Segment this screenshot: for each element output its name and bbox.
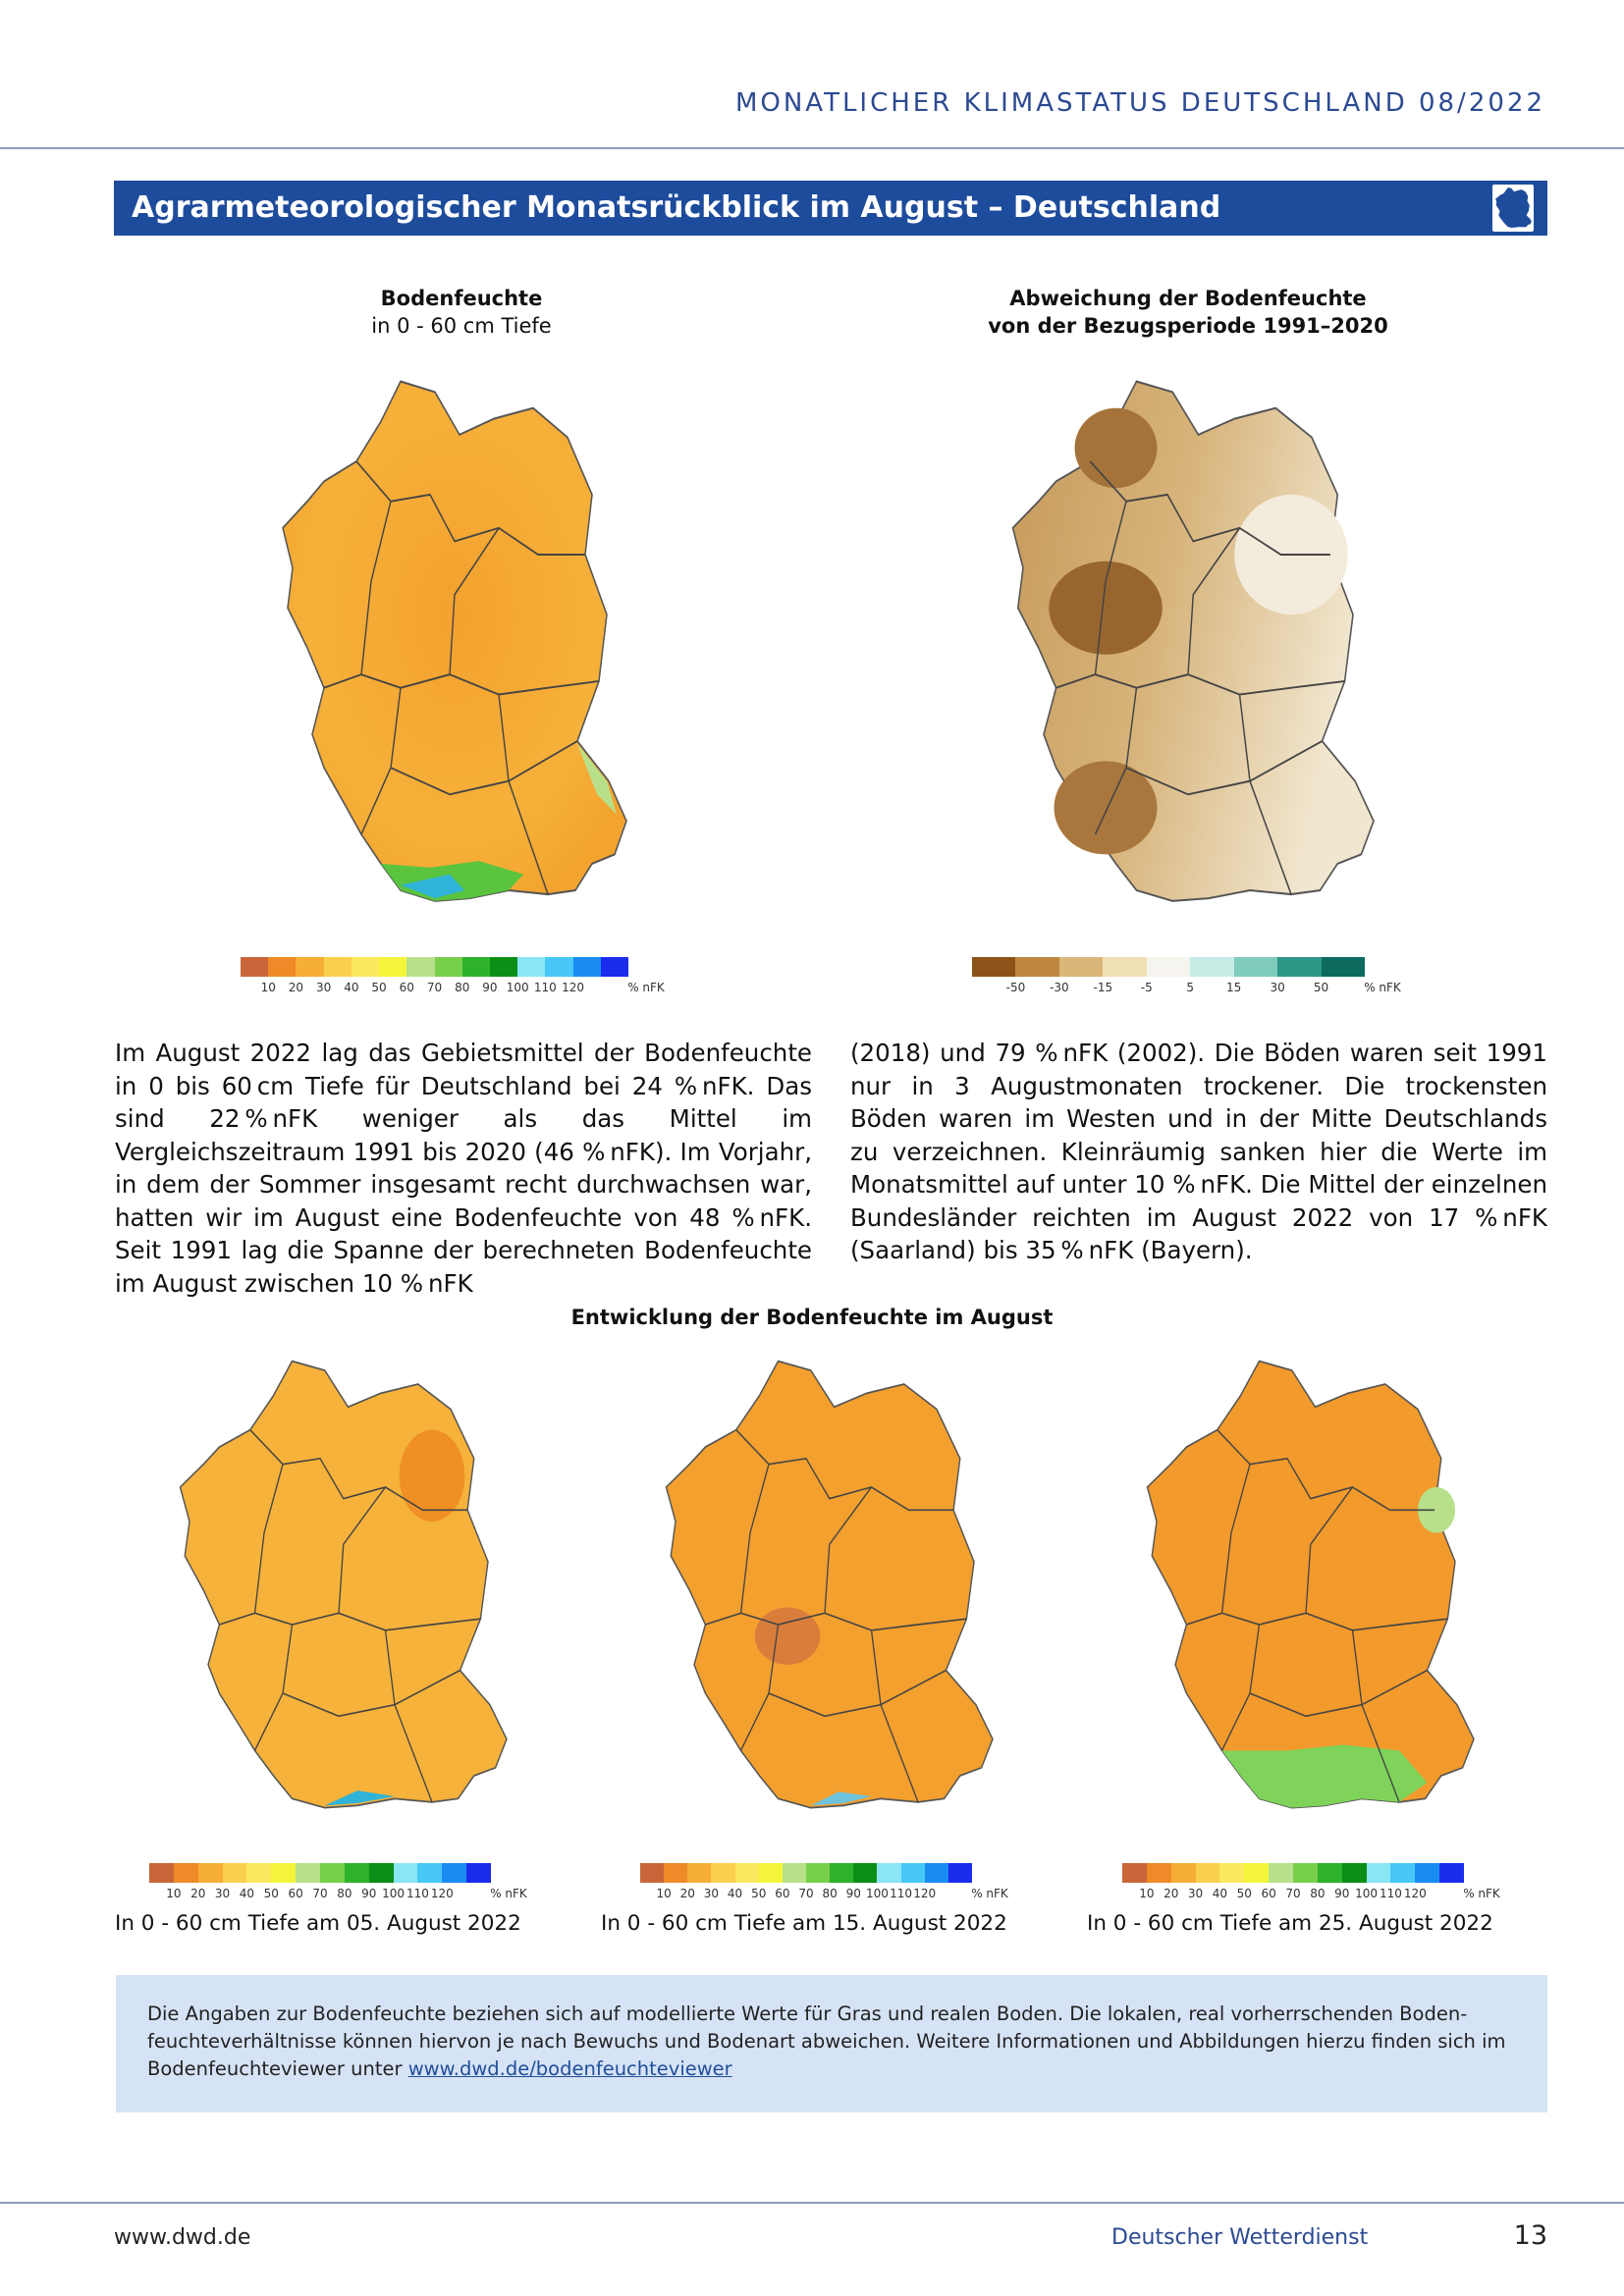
- legend-color-bar: [972, 957, 1365, 977]
- legend-swatch: [1293, 1863, 1318, 1883]
- map-title-soil-moisture: Bodenfeuchte in 0 - 60 cm Tiefe: [371, 287, 552, 338]
- legend-swatch: [1390, 1863, 1415, 1883]
- legend-swatch: [853, 1863, 877, 1883]
- legend-tick: -30: [1050, 981, 1069, 994]
- legend-tick: 15: [1226, 981, 1242, 994]
- legend-color-bar: [241, 957, 628, 977]
- legend-tick: 90: [361, 1887, 377, 1900]
- legend-swatch: [271, 1863, 296, 1883]
- legend-tick: 90: [845, 1887, 861, 1900]
- legend-tick: 120: [562, 981, 585, 994]
- legend-swatch: [1318, 1863, 1342, 1883]
- legend-swatch: [545, 957, 572, 977]
- legend-swatch: [1122, 1863, 1147, 1883]
- legend-tick: 80: [337, 1887, 352, 1900]
- legend-unit: % nFK: [490, 1887, 527, 1900]
- soil-moisture-map-aug-25: [1119, 1350, 1492, 1831]
- legend-soil-moisture-aug-25: [1122, 1863, 1500, 1902]
- legend-swatch: [435, 957, 462, 977]
- development-title: Entwicklung der Bodenfeuchte im August: [570, 1306, 1054, 1329]
- legend-tick: 5: [1186, 981, 1195, 994]
- legend-swatch: [517, 957, 545, 977]
- legend-swatch: [417, 1863, 442, 1883]
- legend-tick: 20: [288, 981, 304, 994]
- caption-aug-15: In 0 - 60 cm Tiefe am 15. August 2022: [601, 1911, 1007, 1936]
- legend-unit: % nFK: [1463, 1887, 1500, 1900]
- legend-tick: 70: [1285, 1887, 1301, 1900]
- legend-swatch: [223, 1863, 247, 1883]
- legend-ticks: [1122, 1883, 1500, 1902]
- legend-tick: -15: [1093, 981, 1113, 994]
- legend-tick: 60: [288, 1887, 303, 1900]
- legend-swatch: [1147, 957, 1190, 977]
- legend-swatch: [1059, 957, 1103, 977]
- legend-tick: 100: [1355, 1887, 1379, 1900]
- legend-swatch: [1234, 957, 1277, 977]
- legend-swatch: [320, 1863, 345, 1883]
- legend-swatch: [1196, 1863, 1220, 1883]
- legend-ticks: [149, 1883, 527, 1902]
- page-number: 13: [1513, 2220, 1547, 2251]
- legend-swatch: [925, 1863, 948, 1883]
- legend-swatch: [1439, 1863, 1464, 1883]
- legend-tick: 110: [406, 1887, 429, 1900]
- legend-swatch: [1190, 957, 1233, 977]
- soil-moisture-map-aug-05: [152, 1350, 525, 1831]
- legend-tick: 30: [703, 1887, 720, 1900]
- legend-tick: 10: [1139, 1887, 1155, 1900]
- legend-soil-moisture-aug-05: [149, 1863, 527, 1902]
- legend-swatch: [1244, 1863, 1269, 1883]
- body-text-col2: (2018) und 79 % nFK (2002). Die Böden waren seit 1991 nur in 3 Augustmonaten trockener. Die trockensten Böden waren im Westen und in der Mitte Deutschlands zu verzeichnen. Kleinräumig sanken hier die Werte im Monatsmittel auf unter 10 % nFK. Die Mittel der einzelnen Bundesländer reichten im August 2022 von 17 % nFK (Saarland) bis 35 % nFK (Bayern).: [850, 1039, 1547, 1264]
- legend-ticks: [972, 977, 1401, 996]
- legend-tick: 120: [430, 1887, 454, 1900]
- legend-tick: 110: [1379, 1887, 1402, 1900]
- legend-swatch: [246, 1863, 271, 1883]
- legend-soil-moisture-aug-15: [640, 1863, 1008, 1902]
- legend-swatch: [901, 1863, 925, 1883]
- info-note-box: [116, 1975, 1547, 2112]
- bodenfeuchteviewer-link[interactable]: www.dwd.de/bodenfeuchteviewer: [407, 2057, 732, 2080]
- legend-swatch: [830, 1863, 853, 1883]
- legend-swatch: [198, 1863, 223, 1883]
- legend-tick: 60: [399, 981, 414, 994]
- legend-color-bar: [149, 1863, 491, 1883]
- legend-tick: 80: [1310, 1887, 1326, 1900]
- legend-tick: 50: [263, 1887, 279, 1900]
- legend-swatch: [394, 1863, 418, 1883]
- section-title: Agrarmeteorologischer Monatsrückblick im August – Deutschland: [132, 190, 1221, 225]
- legend-swatch: [324, 957, 352, 977]
- legend-swatch: [1322, 957, 1365, 977]
- legend-swatch: [442, 1863, 466, 1883]
- legend-swatch: [1171, 1863, 1196, 1883]
- legend-swatch: [1147, 1863, 1171, 1883]
- info-note-text: Die Angaben zur Bodenfeuchte beziehen sich auf modellierte Werte für Gras und realen Boden. Die lokalen, real vorherrschenden Bodenfeuchteverhältnisse können hiervon je nach Bewuchs und Bodenart abweichen. Weitere Informationen und Abbildungen hierzu finden sich im Bodenfeuchteviewer unter www.dwd.de/bodenfeuchteviewer: [147, 2002, 1506, 2080]
- legend-tick: 20: [1164, 1887, 1179, 1900]
- legend-color-bar: [640, 1863, 972, 1883]
- legend-swatch: [1103, 957, 1146, 977]
- legend-swatch: [1269, 1863, 1293, 1883]
- legend-tick: 120: [1403, 1887, 1427, 1900]
- legend-tick: 40: [727, 1887, 743, 1900]
- map-title-deviation: Abweichung der Bodenfeuchte von der Bezugsperiode 1991–2020: [988, 287, 1388, 338]
- legend-swatch: [379, 957, 406, 977]
- legend-swatch: [1342, 1863, 1367, 1883]
- soil-moisture-map: [253, 368, 646, 928]
- legend-swatch: [345, 1863, 369, 1883]
- legend-swatch: [759, 1863, 783, 1883]
- footer-publisher: Deutscher Wetterdienst: [1111, 2225, 1369, 2250]
- legend-tick: 110: [890, 1887, 913, 1900]
- legend-tick: 30: [214, 1887, 231, 1900]
- legend-tick: 30: [1187, 1887, 1204, 1900]
- legend-swatch: [1415, 1863, 1439, 1883]
- legend-tick: -50: [1005, 981, 1026, 994]
- legend-swatch: [601, 957, 628, 977]
- legend-tick: 70: [312, 1887, 328, 1900]
- legend-swatch: [466, 1863, 491, 1883]
- legend-tick: 60: [1261, 1887, 1276, 1900]
- legend-ticks: [241, 977, 665, 996]
- legend-tick: 10: [166, 1887, 182, 1900]
- legend-swatch: [806, 1863, 830, 1883]
- legend-tick: 50: [751, 1887, 767, 1900]
- legend-tick: 10: [656, 1887, 672, 1900]
- legend-unit: % nFK: [627, 981, 665, 994]
- legend-soil-moisture: [241, 957, 665, 996]
- legend-tick: 20: [190, 1887, 206, 1900]
- legend-tick: 120: [913, 1887, 937, 1900]
- legend-swatch: [783, 1863, 806, 1883]
- header-rule: [0, 147, 1624, 149]
- legend-tick: 100: [382, 1887, 406, 1900]
- legend-deviation: [972, 957, 1401, 996]
- legend-tick: 40: [1212, 1887, 1228, 1900]
- legend-tick: 70: [426, 981, 443, 994]
- soil-moisture-map-aug-15: [638, 1350, 1011, 1831]
- legend-tick: 50: [1236, 1887, 1252, 1900]
- legend-swatch: [735, 1863, 759, 1883]
- section-banner: [114, 181, 1547, 236]
- legend-tick: 60: [775, 1887, 790, 1900]
- caption-aug-05: In 0 - 60 cm Tiefe am 05. August 2022: [115, 1911, 521, 1936]
- legend-tick: 90: [482, 981, 498, 994]
- footer-rule: [0, 2202, 1624, 2204]
- legend-tick: 70: [798, 1887, 814, 1900]
- legend-swatch: [573, 957, 601, 977]
- legend-tick: 100: [506, 981, 529, 994]
- legend-tick: 100: [865, 1887, 889, 1900]
- legend-swatch: [149, 1863, 174, 1883]
- legend-tick: 40: [344, 981, 359, 994]
- legend-swatch: [1015, 957, 1058, 977]
- legend-swatch: [948, 1863, 972, 1883]
- legend-tick: 10: [260, 981, 276, 994]
- legend-swatch: [296, 1863, 320, 1883]
- legend-tick: 50: [1313, 981, 1329, 994]
- legend-swatch: [1277, 957, 1321, 977]
- legend-tick: 40: [239, 1887, 255, 1900]
- legend-tick: 80: [455, 981, 470, 994]
- legend-tick: 20: [679, 1887, 695, 1900]
- germany-map-icon: [1492, 185, 1534, 232]
- legend-swatch: [640, 1863, 664, 1883]
- footer-website: www.dwd.de: [114, 2225, 251, 2250]
- legend-ticks: [640, 1883, 1008, 1902]
- legend-swatch: [174, 1863, 198, 1883]
- soil-moisture-deviation-map: [982, 368, 1394, 928]
- legend-swatch: [490, 957, 517, 977]
- legend-swatch: [296, 957, 323, 977]
- legend-swatch: [369, 1863, 394, 1883]
- caption-aug-25: In 0 - 60 cm Tiefe am 25. August 2022: [1087, 1911, 1493, 1936]
- legend-tick: 30: [1270, 981, 1285, 994]
- header-title: MONATLICHER KLIMASTATUS DEUTSCHLAND 08/2022: [734, 88, 1545, 118]
- legend-unit: % nFK: [971, 1887, 1008, 1900]
- legend-swatch: [406, 957, 434, 977]
- legend-color-bar: [1122, 1863, 1464, 1883]
- legend-swatch: [1367, 1863, 1391, 1883]
- legend-swatch: [462, 957, 490, 977]
- legend-tick: 30: [316, 981, 332, 994]
- legend-swatch: [241, 957, 268, 977]
- legend-tick: 110: [533, 981, 557, 994]
- legend-swatch: [1219, 1863, 1244, 1883]
- legend-swatch: [972, 957, 1015, 977]
- body-text-col1: Im August 2022 lag das Gebietsmittel der Bodenfeuchte in 0 bis 60 cm Tiefe für Deutschland bei 24 % nFK. Das sind 22 % nFK weniger als das Mittel im Vergleichszeitraum 1991 bis 2020 (46 % nFK). Im Vorjahr, in dem der Sommer insgesamt recht durchwachsen war, hatten wir im August eine Bodenfeuchte von 48 % nFK. Seit 1991 lag die Spanne der berechneten Bodenfeuchte im August zwischen 10 % nFK: [115, 1039, 812, 1298]
- legend-swatch: [877, 1863, 900, 1883]
- legend-tick: 80: [822, 1887, 838, 1900]
- legend-swatch: [711, 1863, 734, 1883]
- legend-unit: % nFK: [1364, 981, 1401, 994]
- legend-tick: 50: [371, 981, 387, 994]
- legend-swatch: [268, 957, 296, 977]
- legend-tick: -5: [1140, 981, 1153, 994]
- legend-tick: 90: [1334, 1887, 1350, 1900]
- legend-swatch: [352, 957, 379, 977]
- legend-swatch: [664, 1863, 687, 1883]
- legend-swatch: [687, 1863, 711, 1883]
